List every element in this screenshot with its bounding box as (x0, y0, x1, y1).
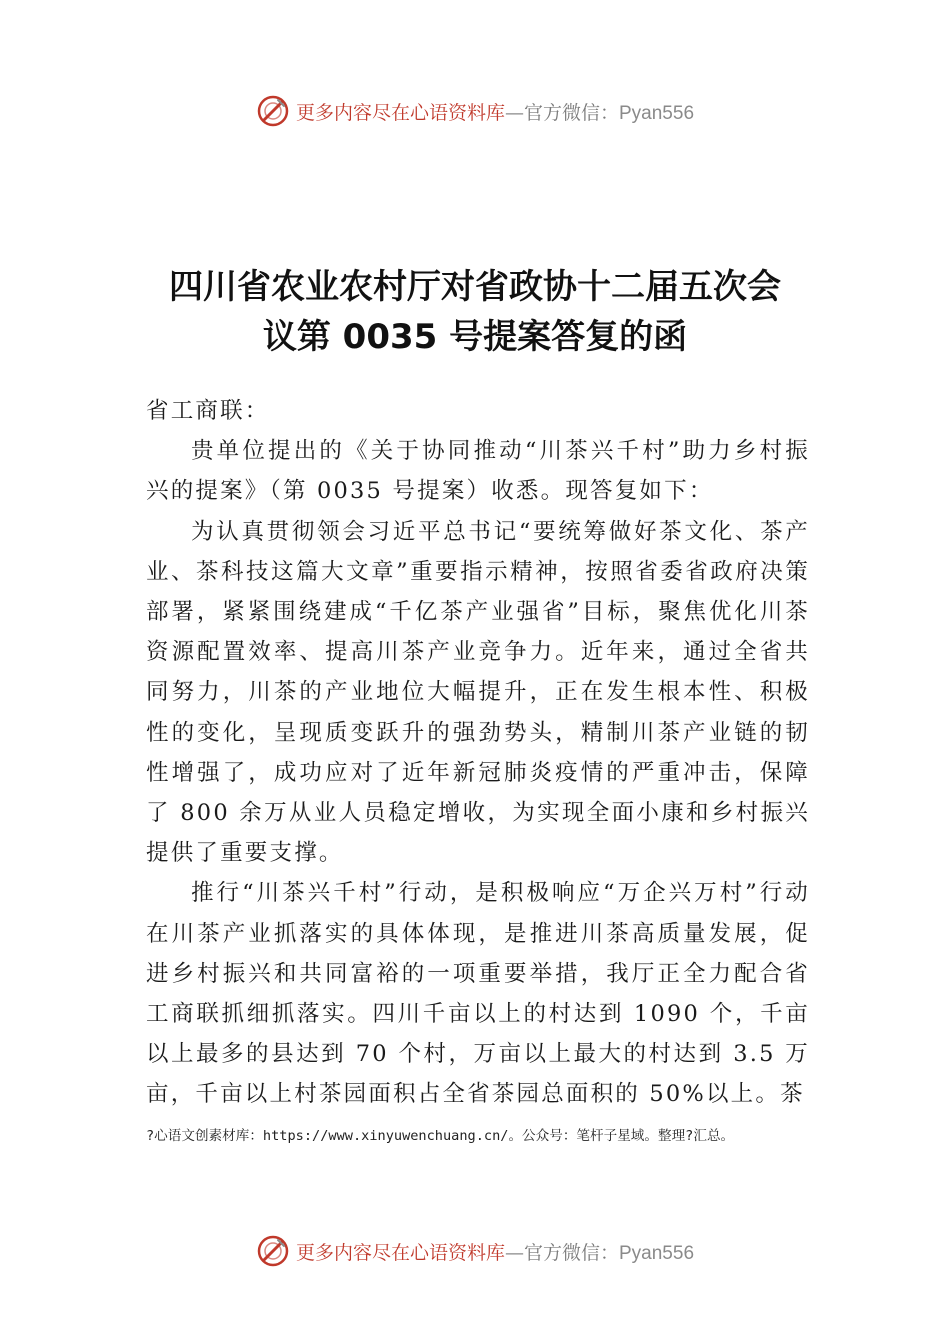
footer-watermark-banner (0, 1234, 950, 1268)
banner-wechat-id: Pyan556 (619, 1242, 695, 1264)
paragraph-1: 贵单位提出的《关于协同推动“川茶兴千村”助力乡村振兴的提案》（第 0035 号提案）收悉。现答复如下： (146, 438, 810, 505)
salutation: 省工商联： (146, 398, 270, 424)
banner-wechat-label: 官方微信： (523, 1241, 619, 1264)
footer-watermark-text (296, 1238, 694, 1265)
header-watermark-text (296, 98, 694, 125)
title-line-2: 议第 0035 号提案答复的函 (262, 317, 688, 357)
brand-logo-icon (256, 94, 290, 128)
banner-wechat-label: 官方微信： (523, 101, 619, 124)
source-note: ?心语文创素材库：https://www.xinyuwenchuang.cn/。公众号：笔杆子星域。整理?汇总。 (146, 1128, 735, 1144)
brand-logo-icon (256, 1234, 290, 1268)
title-line-1: 四川省农业农村厅对省政协十二届五次会 (169, 267, 781, 307)
banner-prefix: 更多内容尽在心语资料库 (295, 1241, 505, 1264)
banner-dash: — (504, 101, 524, 124)
header-watermark-banner (0, 94, 950, 128)
document-title (120, 262, 830, 362)
paragraph-2: 为认真贯彻领会习近平总书记“要统筹做好茶文化、茶产业、茶科技这篇大文章”重要指示精神，按照省委省政府决策部署，紧紧围绕建成“千亿茶产业强省”目标，聚焦优化川茶资源配置效率、提高川茶产业竞争力。近年来，通过全省共同努力，川茶的产业地位大幅提升，正在发生根本性、积极性的变化，呈现质变跃升的强劲势头，精制川茶产业链的韧性增强了，成功应对了近年新冠肺炎疫情的严重冲击，保障了 800 余万从业人员稳定增收，为实现全面小康和乡村振兴提供了重要支撑。 (146, 518, 810, 867)
paragraph-3: 推行“川茶兴千村”行动，是积极响应“万企兴万村”行动在川茶产业抓落实的具体体现，是推进川茶高质量发展，促进乡村振兴和共同富裕的一项重要举措，我厅正全力配合省工商联抓细抓落实。四川千亩以上的村达到 1090 个，千亩以上最多的县达到 70 个村，万亩以上最大的村达到 3.5 万亩，千亩以上村茶园面积占全省茶园总面积的 50%以上。茶 (146, 880, 810, 1108)
banner-dash: — (504, 1241, 524, 1264)
document-body (146, 391, 810, 1115)
banner-wechat-id: Pyan556 (619, 102, 695, 124)
banner-prefix: 更多内容尽在心语资料库 (295, 101, 505, 124)
